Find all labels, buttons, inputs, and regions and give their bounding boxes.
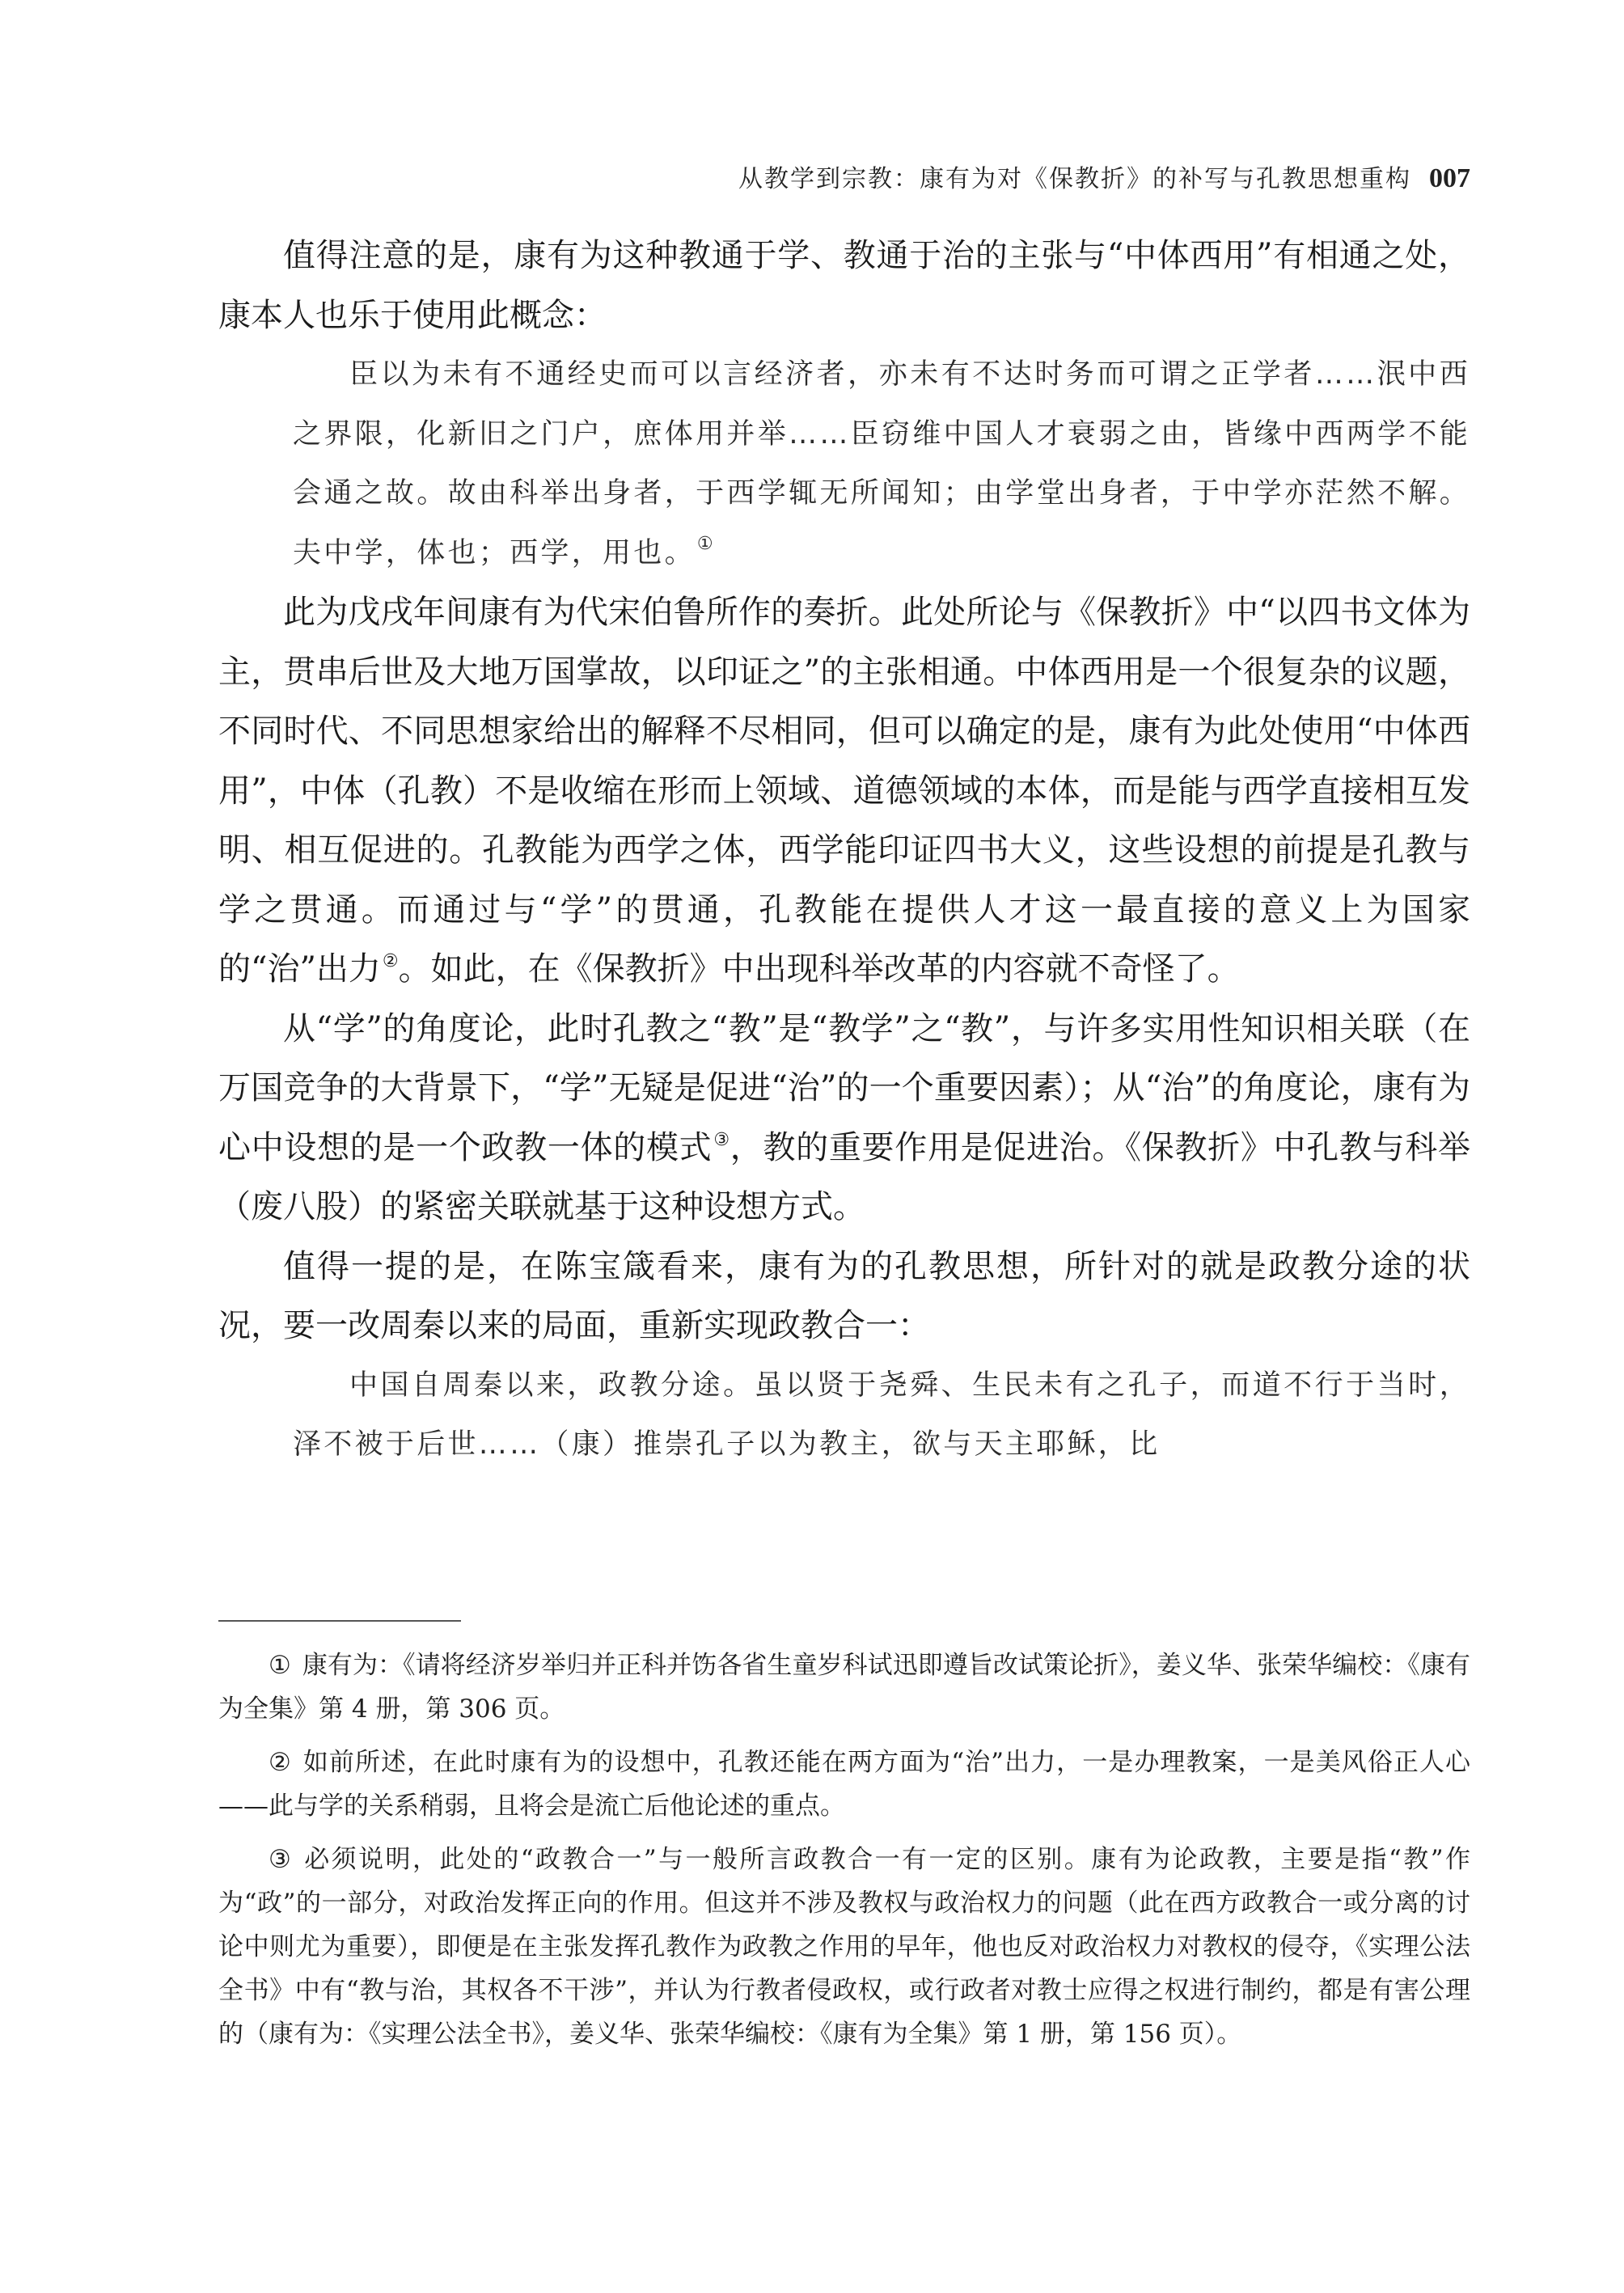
footnote-ref-3[interactable]: ③ — [713, 1129, 730, 1150]
footnote-2-text: 如前所述，在此时康有为的设想中，孔教还能在两方面为“治”出力，一是办理教案，一是美风俗正人心——此与学的关系稍弱，且将会是流亡后他论述的重点。 — [218, 1748, 1470, 1821]
block-quote-2: 中国自周秦以来，政教分途。虽以贤于尧舜、生民未有之孔子，而道不行于当时，泽不被于后世……（康）推崇孔子以为教主，欲与天主耶稣，比 — [293, 1369, 1470, 1461]
paragraph-2 — [218, 583, 1470, 1000]
paragraph-1: 值得注意的是，康有为这种教通于学、教通于治的主张与“中体西用”有相通之处，康本人也乐于使用此概念： — [218, 237, 1470, 334]
paragraph-2-text-b: 。如此，在《保教折》中出现科举改革的内容就不奇怪了。 — [398, 950, 1240, 988]
running-title: 从教学到宗教：康有为对《保教折》的补写与孔教思想重构 — [738, 165, 1411, 193]
paragraph-2-text-a: 此为戊戌年间康有为代宋伯鲁所作的奏折。此处所论与《保教折》中“以四书文体为主，贯串后世及大地万国掌故，以印证之”的主张相通。中体西用是一个很复杂的议题，不同时代、不同思想家给出的解释不尽相同，但可以确定的是，康有为此处使用“中体西用”，中体（孔教）不是收缩在形而上领域、道德领域的本体，而是能与西学直接相互发明、相互促进的。孔教能为西学之体，西学能印证四书大义，这些设想的前提是孔教与学之贯通。而通过与“学”的贯通，孔教能在提供人才这一最直接的意义上为国家的“治”出力 — [218, 594, 1470, 988]
footnote-divider — [218, 1620, 461, 1622]
block-quote-1-text: 臣以为未有不通经史而可以言经济者，亦未有不达时务而可谓之正学者……泯中西之界限，化新旧之门户，庶体用并举……臣窃维中国人才衰弱之由，皆缘中西两学不能会通之故。故由科举出身者，于西学辄无所闻知；由学堂出身者，于中学亦茫然不解。夫中学，体也；西学，用也。 — [293, 358, 1470, 569]
footnote-ref-2[interactable]: ② — [382, 951, 399, 971]
footnote-2-mark: ② — [269, 1748, 292, 1777]
footnote-3 — [218, 1838, 1470, 2056]
footnote-3-text: 必须说明，此处的“政教合一”与一般所言政教合一有一定的区别。康有为论政教，主要是指“教”作为“政”的一部分，对政治发挥正向的作用。但这并不涉及教权与政治权力的问题（此在西方政教合一或分离的讨论中则尤为重要），即便是在主张发挥孔教作为政教之作用的早年，他也反对政治权力对教权的侵夺，《实理公法全书》中有“教与治，其权各不干涉”，并认为行教者侵政权，或行政者对教士应得之权进行制约，都是有害公理的（康有为：《实理公法全书》，姜义华、张荣华编校：《康有为全集》第 1 册，第 156 页）。 — [218, 1845, 1470, 2049]
footnote-1-mark: ① — [269, 1651, 291, 1680]
paragraph-3 — [218, 1000, 1470, 1237]
footnote-3-mark: ③ — [269, 1845, 294, 1874]
paragraph-4: 值得一提的是，在陈宝箴看来，康有为的孔教思想，所针对的就是政教分途的状况，要一改周秦以来的局面，重新实现政教合一： — [218, 1247, 1470, 1344]
footnote-1-text: 康有为：《请将经济岁举归并正科并饬各省生童岁科试迅即遵旨改试策论折》，姜义华、张荣华编校：《康有为全集》第 4 册，第 306 页。 — [218, 1651, 1471, 1724]
page-number: 007 — [1429, 163, 1470, 193]
footnotes — [218, 1644, 1470, 2066]
footnote-ref-1[interactable]: ① — [696, 533, 716, 554]
footnote-1 — [218, 1644, 1470, 1731]
main-text — [218, 226, 1470, 1475]
paragraph-3-text-b: ，教的重要作用是促进治。《保教折》中孔教与科举（废八股）的紧密关联就基于这种设想方式。 — [218, 1128, 1471, 1225]
block-quote-1 — [293, 345, 1470, 583]
running-head — [218, 159, 1470, 207]
paragraph-3-text-a: 从“学”的角度论，此时孔教之“教”是“教学”之“教”，与许多实用性知识相关联（在万国竞争的大背景下，“学”无疑是促进“治”的一个重要因素）；从“治”的角度论，康有为心中设想的是一个政教一体的模式 — [218, 1009, 1470, 1166]
footnote-2 — [218, 1741, 1470, 1828]
